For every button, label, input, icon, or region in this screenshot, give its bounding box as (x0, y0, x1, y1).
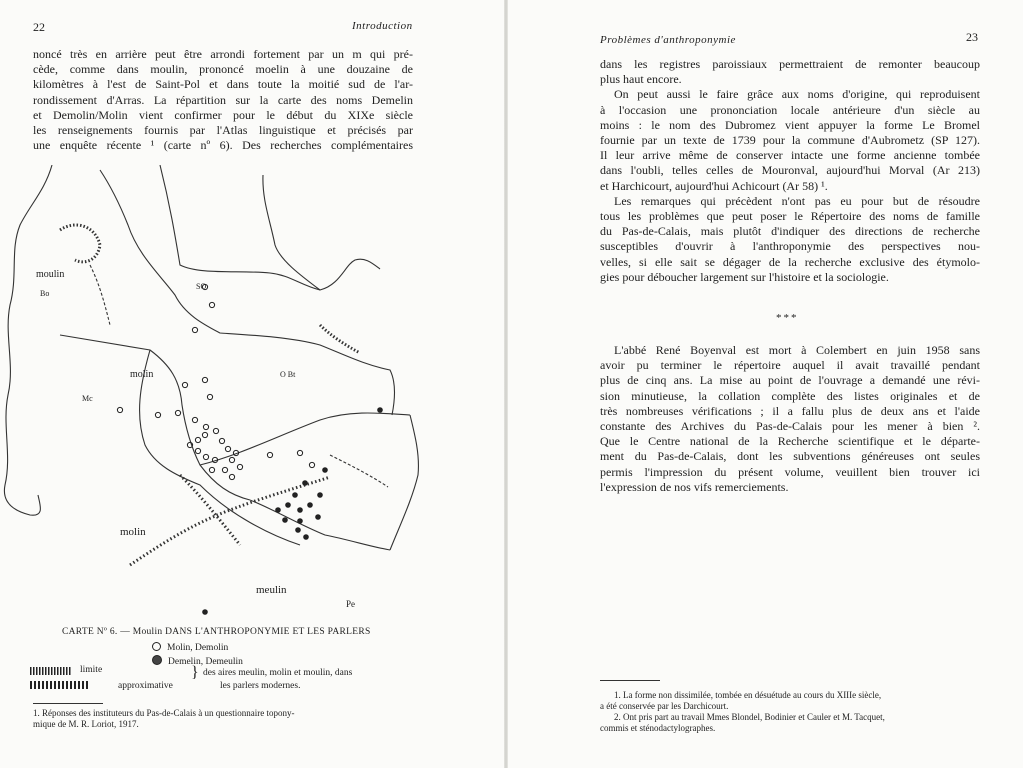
legend-approximative: approximative (118, 681, 173, 691)
legend-brace: } (191, 664, 199, 681)
molin-point (297, 450, 302, 455)
text-line: dans les registres paroissiaux permettraient de remonter beaucoup (600, 57, 980, 71)
right-footnotes (600, 690, 990, 734)
map-label-bo: Bo (40, 289, 50, 298)
running-head-left: Introduction (352, 20, 413, 32)
text-line: cède, comme dans moulin, prononcé moelin à une douzaine de (33, 62, 413, 77)
footnote-rule (600, 680, 660, 681)
area-boundary (390, 415, 418, 550)
molin-point (202, 432, 207, 437)
text-line: permis l'impression du présent volume, veuillent bien trouver ici (600, 464, 980, 479)
demelin-point (303, 534, 309, 540)
legend-areas-2: les parlers modernes. (220, 681, 301, 691)
right-body-text-2 (600, 343, 980, 495)
text-line: sion minutieuse, la collation complète des listes originales et de (600, 388, 980, 403)
running-head-right: Problèmes d'anthroponymie (600, 34, 736, 46)
demelin-point (377, 407, 383, 413)
molin-point (309, 462, 314, 467)
map-label-so: SO (196, 282, 207, 291)
molin-point (222, 467, 227, 472)
border-north (160, 165, 380, 290)
left-body-text (33, 47, 413, 153)
molin-point (117, 407, 122, 412)
molin-point (213, 428, 218, 433)
footnote-rule (33, 703, 103, 704)
hatch-swatch-icon (30, 681, 88, 689)
text-line: On peut aussi le faire grâce aux noms d'origine, qui reproduisent (614, 87, 980, 102)
text-line: avoir pu terminer le répertoire auquel il avait travaillé pendant (600, 358, 980, 373)
text-line: L'abbé René Boyenval est mort à Colembert en juin 1958 sans (614, 343, 980, 357)
map-label-mc: Mc (82, 394, 93, 403)
text-line: dans l'oubli, telles celles de Mouronval, aujourd'hui Morval (Ar 213) (600, 163, 980, 178)
text-line: noncé très en arrière peut être arrondi fortement par un m qui pré- (33, 47, 413, 61)
text-line: plus de cinq ans. La mise au point de l'ouvrage a demandé une révi- (600, 373, 980, 388)
text-line: plus haut encore. (600, 72, 682, 87)
molin-point (195, 448, 200, 453)
section-separator: *** (776, 312, 799, 324)
area-boundary (250, 500, 390, 550)
molin-point (192, 327, 197, 332)
area-boundary (60, 335, 250, 500)
area-boundary (90, 265, 110, 325)
demelin-point (317, 492, 323, 498)
map-label-moulin: moulin (36, 269, 65, 280)
text-line: très nombreuses vérifications ; il a fallu plus de deux ans et l'aide (600, 403, 980, 418)
approx-limit (320, 325, 360, 353)
molin-points (117, 284, 314, 479)
text-line: les renseignements fournis par l'Atlas linguistique et précisés par (33, 123, 413, 138)
map-label-molin-north: molin (130, 369, 154, 380)
map-label-molin-south: molin (120, 526, 146, 538)
legend-areas-1: des aires meulin, molin et moulin, dans (203, 668, 353, 678)
molin-point (209, 302, 214, 307)
molin-point (209, 467, 214, 472)
text-line: constante des Archives du Pas-de-Calais pour les mener à bien ². (600, 419, 980, 434)
right-body-text (600, 57, 980, 285)
filled-circle-icon (152, 655, 162, 665)
map-label-pe: Pe (346, 599, 355, 609)
legend-label: Demelin, Demeulin (168, 657, 243, 667)
footnote-line: commis et sténodactylographes. (600, 723, 716, 733)
text-line: tous les problèmes que peut poser le Répertoire des noms de famille (600, 209, 980, 224)
molin-point (192, 417, 197, 422)
demelin-point (292, 492, 298, 498)
coastline (4, 165, 52, 515)
molin-point (267, 452, 272, 457)
molin-point (175, 410, 180, 415)
approx-limit (60, 225, 100, 262)
demelin-point (302, 480, 308, 486)
demelin-point (297, 507, 303, 513)
map-svg (0, 165, 440, 620)
left-footnote (33, 708, 418, 730)
demelin-point (202, 609, 208, 615)
page-number-right: 23 (966, 30, 978, 44)
text-line: velles, si elle sait se dégager de la recherche exclusive des étymolo- (600, 254, 980, 269)
text-line: kilomètres à l'est de Saint-Pol et dans toute la moitié sud de l'ar- (33, 77, 413, 92)
text-line: Il leur arrive même de conserver intacte une forme ancienne tombée (600, 148, 980, 163)
molin-point (195, 437, 200, 442)
text-line: Les remarques qui précèdent n'ont pas eu pour but de résoudre (614, 193, 980, 208)
text-line: Que le Centre national de la Recherche scientifique et le départe- (600, 434, 980, 449)
map-caption: CARTE Nº 6. — Moulin DANS L'ANTHROPONYMIE ET LES PARLERS (62, 627, 371, 637)
molin-point (219, 438, 224, 443)
text-line: et Demolin/Molin vient confirmer pour le début du XIXe siècle (33, 107, 413, 122)
demelin-point (282, 517, 288, 523)
text-line: fournie par un texte de 1739 pour la commune d'Aubrometz (SP 127). (600, 133, 980, 148)
legend-label: Molin, Demolin (167, 643, 229, 653)
text-line: gies pour déboucher largement sur l'histoire et la sociologie. (600, 269, 889, 284)
text-line: ment du Pas-de-Calais, dont les subventions généreuses ont seules (600, 449, 980, 464)
demelin-point (307, 502, 313, 508)
map-label-meulin: meulin (256, 584, 287, 596)
text-line: rondissement d'Arras. La répartition sur la carte des noms Demelin (33, 92, 413, 107)
dialect-map (0, 165, 440, 620)
footnote-line: 1. La forme non dissimilée, tombée en désuétude au cours du XIIIe siècle, (614, 690, 882, 700)
molin-point (237, 464, 242, 469)
text-line: et Harchicourt, aujourd'hui Achicourt (Ar 58) ¹. (600, 178, 828, 193)
footnote-line: 1. Réponses des instituteurs du Pas-de-Calais à un questionnaire topony- (33, 708, 295, 718)
text-line: l'expression de nos vifs remerciements. (600, 479, 789, 494)
area-boundary (140, 350, 300, 545)
text-line: susceptibles d'ouvrir à l'anthroponymie des perspectives nou- (600, 239, 980, 254)
left-page (0, 0, 505, 768)
demelin-point (322, 467, 328, 473)
molin-point (207, 394, 212, 399)
demelin-point (295, 527, 301, 533)
footnote-line: mique de M. R. Loriot, 1917. (33, 719, 139, 729)
page-number-left: 22 (33, 20, 45, 34)
molin-point (203, 454, 208, 459)
molin-point (203, 424, 208, 429)
map-label-bt: O Bt (280, 370, 296, 379)
text-line: une enquête récente ¹ (carte nº 6). Des recherches complémentaires (33, 138, 413, 153)
demelin-point (285, 502, 291, 508)
text-line: à l'occasion une prononciation locale antérieure d'un siècle au (600, 102, 980, 117)
open-circle-icon (152, 642, 161, 651)
demelin-point (275, 507, 281, 513)
text-line: du Pas-de-Calais, mais plutôt d'indiquer des directions de recherche (600, 224, 980, 239)
hatch-swatch-icon (30, 667, 72, 675)
molin-point (229, 474, 234, 479)
text-line: moins : le nom des Dubromez vient appuyer la forme Le Bromel (600, 117, 980, 132)
legend-open-circle (152, 642, 228, 653)
footnote-line: 2. Ont pris part au travail Mmes Blondel, Bodinier et Cauler et M. Tacquet, (614, 712, 885, 722)
molin-point (182, 382, 187, 387)
footnote-line: a été conservée par les Darchicourt. (600, 701, 729, 711)
molin-point (155, 412, 160, 417)
molin-point (225, 446, 230, 451)
area-boundary (330, 455, 388, 487)
demelin-point (297, 518, 303, 524)
legend-limite: limite (80, 665, 103, 675)
right-page (508, 0, 1023, 768)
demelin-point (315, 514, 321, 520)
molin-point (202, 377, 207, 382)
molin-point (229, 457, 234, 462)
